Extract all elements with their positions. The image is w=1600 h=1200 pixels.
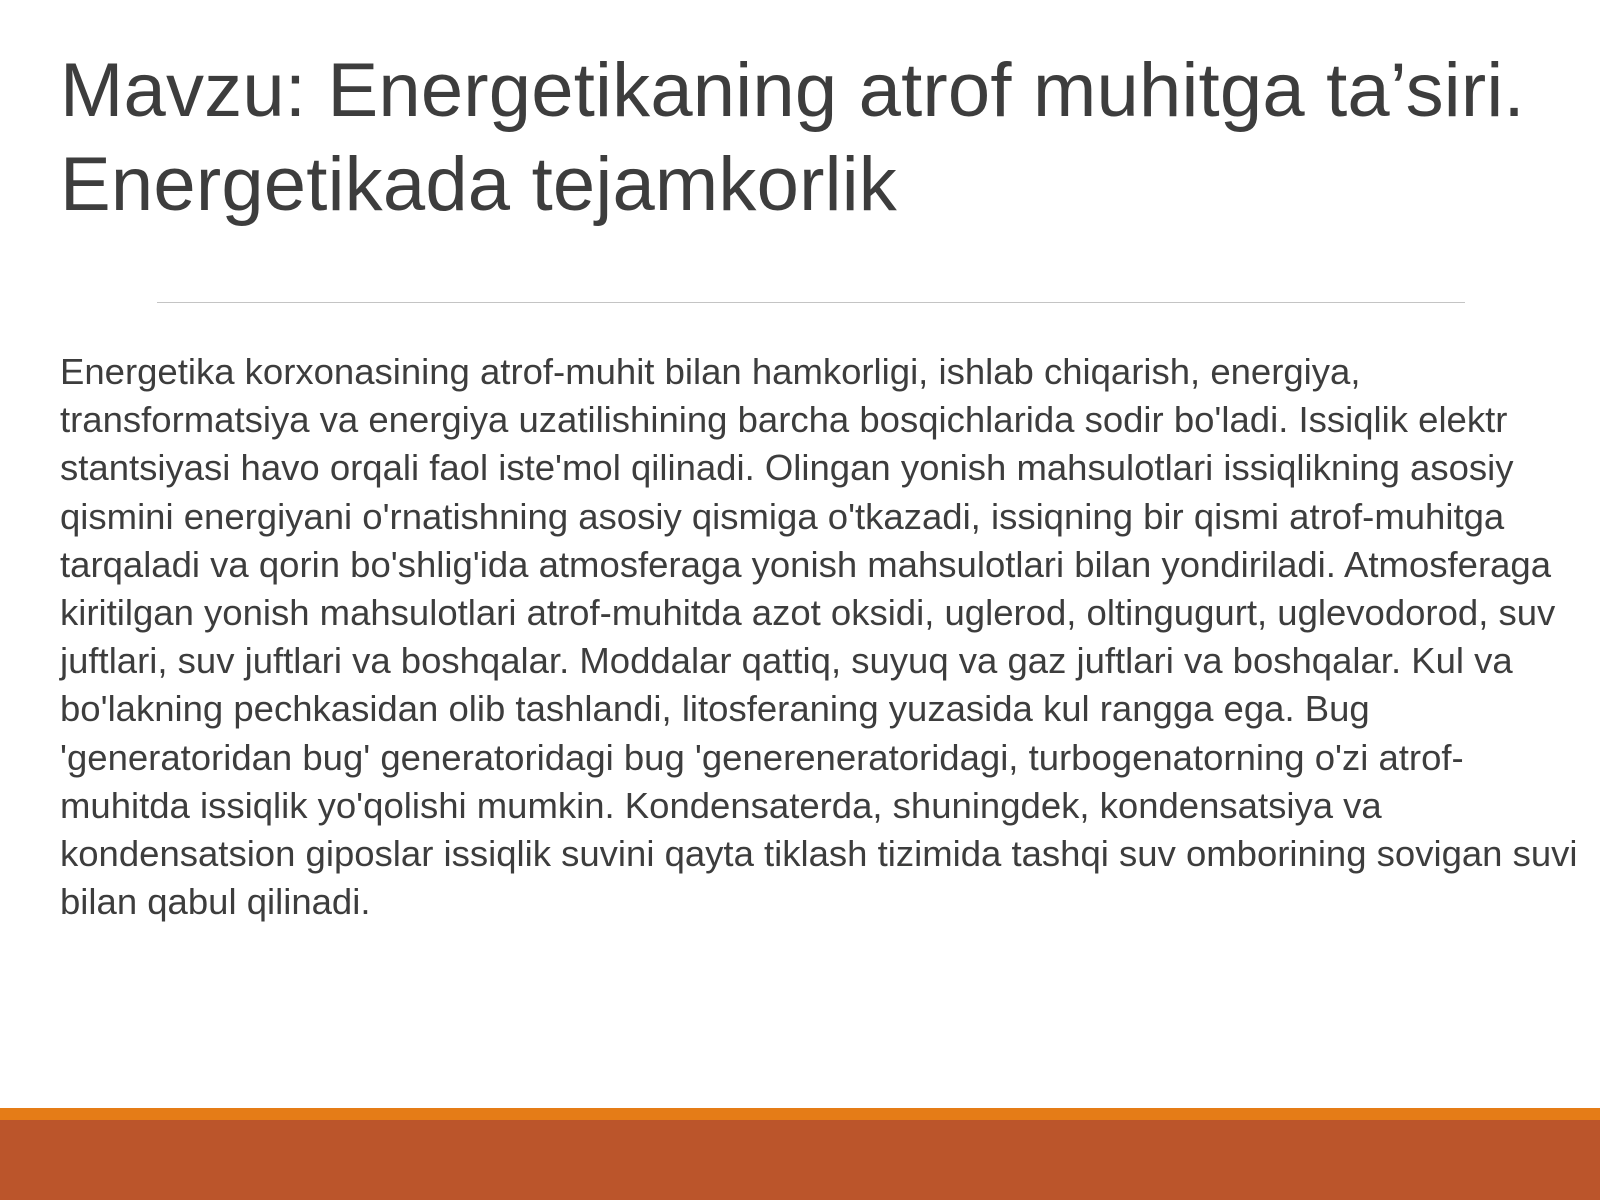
slide-title: Mavzu: Energetikaning atrof muhitga ta’siri. Energetikada tejamkorlik [60, 48, 1525, 227]
footer-band [0, 1120, 1600, 1200]
footer-accent-stripe [0, 1108, 1600, 1120]
title-divider [157, 302, 1465, 303]
slide-body-text: Energetika korxonasining atrof-muhit bilan hamkorligi, ishlab chiqarish, energiya, transformatsiya va energiya uzatilishining barcha bosqichlarida sodir bo'ladi. Issiqlik elektr stantsiyasi havo orqali faol iste'mol qilinadi. Olingan yonish mahsulotlari issiqlikning asosiy qismini energiyani o'rnatishning asosiy qismiga o'tkazadi, issiqning bir qismi atrof-muhitga tarqaladi va qorin bo'shlig'ida atmosferaga yonish mahsulotlari bilan yondiriladi. Atmosferaga kiritilgan yonish mahsulotlari atrof-muhitda azot oksidi, uglerod, oltingugurt, uglevodorod, suv juftlari, suv juftlari va boshqalar. Moddalar qattiq, suyuq va gaz juftlari va boshqalar. Kul va bo'lakning pechkasidan olib tashlandi, litosferaning yuzasida kul rangga ega. Bug 'generatoridan bug' generatoridagi bug 'genereneratoridagi, turbogenatorning o'zi atrof-muhitda issiqlik yo'qolishi mumkin. Kondensaterda, shuningdek, kondensatsiya va kondensatsion giposlar issiqlik suvini qayta tiklash tizimida tashqi suv omborining sovigan suvi bilan qabul qilinadi. [60, 351, 1578, 923]
